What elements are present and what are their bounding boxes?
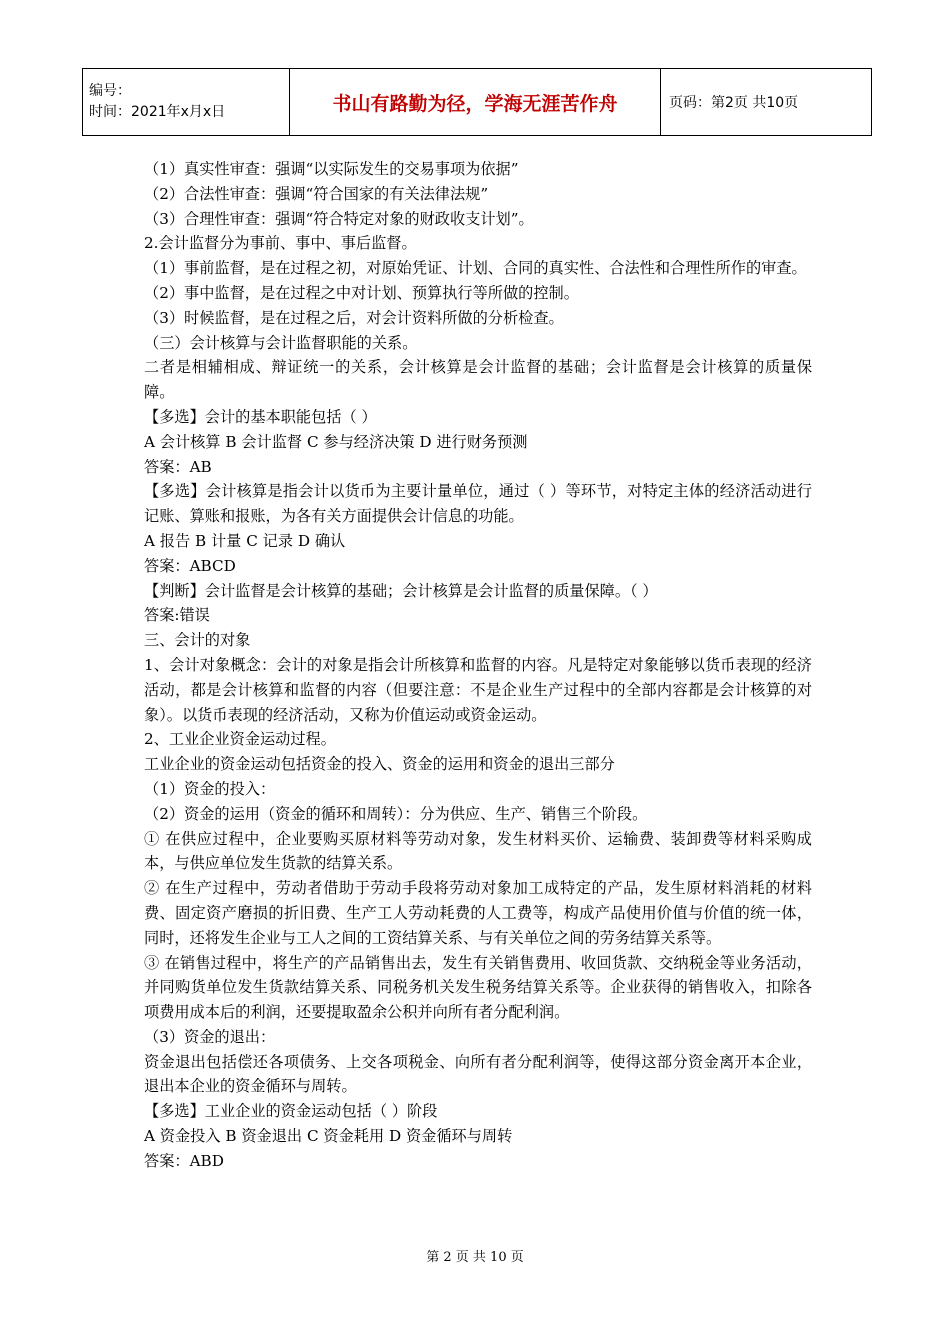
paragraph: （1）资金的投入：: [144, 779, 276, 798]
paragraph: 工业企业的资金运动包括资金的投入、资金的运用和资金的退出三部分: [144, 755, 615, 774]
paragraph: （1）真实性审查：强调“以实际发生的交易事项为依据”: [144, 160, 519, 178]
paragraph: （2）事中监督，是在过程之中对计划、预算执行等所做的控制。: [144, 283, 579, 302]
paragraph: （3）资金的退出：: [144, 1027, 276, 1046]
paragraph: （3）合理性审查：强调“符合特定对象的财政收支计划”。: [144, 209, 534, 228]
page-footer-text: 第 2 页 共 10 页: [426, 1250, 524, 1265]
paragraph: （3）时候监督，是在过程之后，对会计资料所做的分析检查。: [144, 308, 564, 327]
paragraph: （2）合法性审查：强调“符合国家的有关法律法规”: [144, 184, 489, 203]
question: 【多选】会计核算是指会计以货币为主要计量单位，通过（ ）等环节，对特定主体的经济活动进行记账、算账和报账，为各有关方面提供会计信息的功能。: [144, 482, 812, 526]
paragraph: （三）会计核算与会计监督职能的关系。: [144, 333, 418, 352]
header-meta-cell: [83, 69, 290, 136]
page-label: 页码：第2页 共10页: [669, 95, 799, 111]
paragraph: ② 在生产过程中，劳动者借助于劳动手段将劳动对象加工成特定的产品，发生原材料消耗的材料费、固定资产磨损的折旧费、生产工人劳动耗费的人工费等，构成产品使用价值与价值的统一体，同时，还将发生企业与工人之间的工资结算关系、与有关单位之间的劳务结算关系等。: [144, 879, 812, 947]
question: 【判断】会计监督是会计核算的基础；会计核算是会计监督的质量保障。（ ）: [144, 581, 658, 600]
section-heading: 三、会计的对象: [144, 631, 251, 650]
paragraph: （2）资金的运用（资金的循环和周转）：分为供应、生产、销售三个阶段。: [144, 804, 648, 823]
answer: 答案：ABD: [144, 1151, 224, 1170]
paragraph: 2.会计监督分为事前、事中、事后监督。: [144, 234, 417, 253]
number-label: 编号：: [89, 83, 131, 99]
paragraph: 二者是相辅相成、辩证统一的关系，会计核算是会计监督的基础；会计监督是会计核算的质量保障。: [144, 358, 812, 402]
paragraph: （1）事前监督，是在过程之初，对原始凭证、计划、合同的真实性、合法性和合理性所作的审查。: [144, 259, 807, 278]
date-label: 时间：2021年x月x日: [89, 104, 226, 120]
question: 【多选】工业企业的资金运动包括（ ）阶段: [144, 1102, 438, 1121]
page-footer: [0, 1246, 950, 1265]
motto-text: 书山有路勤为径，学海无涯苦作舟: [332, 92, 618, 115]
paragraph: 2、工业企业资金运动过程。: [144, 730, 336, 749]
answer: 答案：AB: [144, 457, 212, 476]
question-options: A 会计核算 B 会计监督 C 参与经济决策 D 进行财务预测: [144, 432, 528, 451]
header-motto-cell: [290, 69, 661, 136]
paragraph: ① 在供应过程中，企业要购买原材料等劳动对象，发生材料买价、运输费、装卸费等材料采购成本，与供应单位发生货款的结算关系。: [144, 829, 812, 873]
answer: 答案：ABCD: [144, 556, 236, 575]
document-header: [82, 68, 872, 136]
question: 【多选】会计的基本职能包括（ ）: [144, 407, 377, 426]
paragraph: 1、会计对象概念：会计的对象是指会计所核算和监督的内容。凡是特定对象能够以货币表现的经济活动，都是会计核算和监督的内容（但要注意：不是企业生产过程中的全部内容都是会计核算的对象）。以货币表现的经济活动，又称为价值运动或资金运动。: [144, 655, 812, 724]
paragraph: 资金退出包括偿还各项债务、上交各项税金、向所有者分配利润等，使得这部分资金离开本企业，退出本企业的资金循环与周转。: [144, 1052, 812, 1096]
paragraph: ③ 在销售过程中，将生产的产品销售出去，发生有关销售费用、收回货款、交纳税金等业务活动，并同购货单位发生货款结算关系、同税务机关发生税务结算关系等。企业获得的销售收入，扣除各项费用成本后的利润，还要提取盈余公积并向所有者分配利润。: [144, 953, 812, 1022]
header-page-cell: [661, 69, 872, 136]
answer: 答案:错误: [144, 606, 210, 625]
question-options: A 资金投入 B 资金退出 C 资金耗用 D 资金循环与周转: [144, 1127, 513, 1146]
document-body: [144, 157, 812, 1174]
question-options: A 报告 B 计量 C 记录 D 确认: [144, 531, 346, 550]
